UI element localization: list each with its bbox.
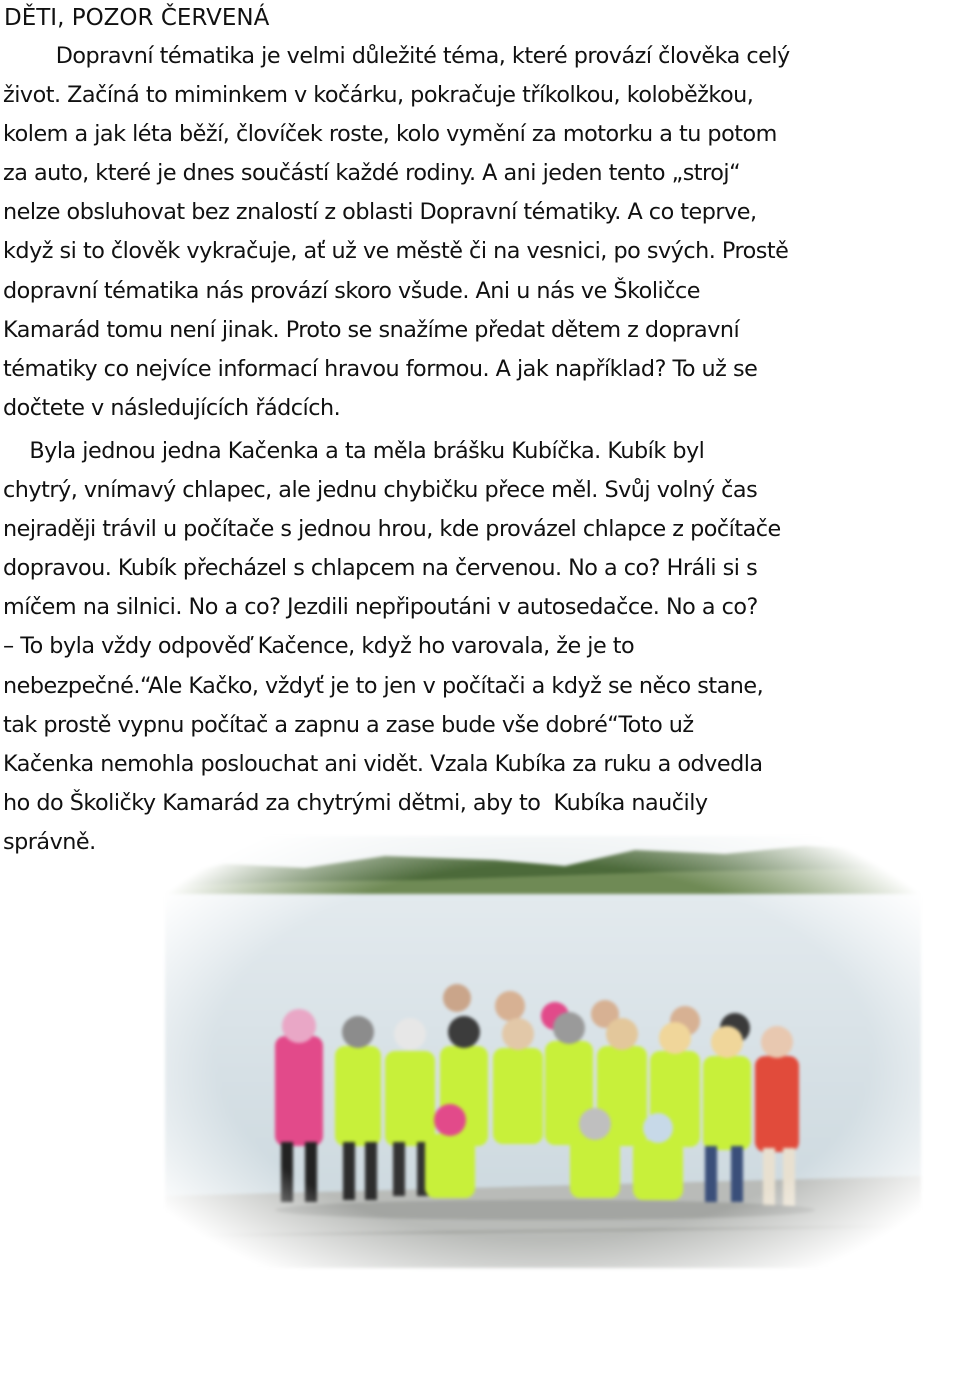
- text-line: za auto, které je dnes součástí každé rodiny. A ani jeden tento „stroj“: [3, 160, 741, 187]
- text-line: – To byla vždy odpověď Kačence, když ho varovala, že je to: [3, 633, 635, 660]
- text-line: kolem a jak léta běží, človíček roste, kolo vymění za motorku a tu potom: [3, 121, 777, 148]
- text-line: nejraději trávil u počítače s jednou hrou, kde provázel chlapce z počítače: [3, 516, 781, 543]
- text-line: dopravní tématika nás provází skoro všude. Ani u nás ve Školičce: [3, 277, 700, 304]
- paragraph-story: [3, 432, 960, 862]
- text-line: dočtete v následujících řádcích.: [3, 394, 341, 421]
- text-line: nelze obsluhovat bez znalostí z oblasti Dopravní tématiky. A co teprve,: [3, 199, 757, 226]
- text-line: život. Začíná to miminkem v kočárku, pokračuje tříkolkou, koloběžkou,: [3, 82, 754, 109]
- group-photo-children-icon: [165, 836, 921, 1268]
- text-line: nebezpečné.“Ale Kačko, vždyť je to jen v počítači a když se něco stane,: [3, 672, 764, 699]
- text-line: míčem na silnici. No a co? Jezdili nepřipoutáni v autosedačce. No a co?: [3, 594, 758, 621]
- text-line: dopravou. Kubík přecházel s chlapcem na červenou. No a co? Hráli si s: [3, 555, 758, 582]
- text-line: Kamarád tomu není jinak. Proto se snažíme předat dětem z dopravní: [3, 316, 740, 343]
- text-line: ho do Školičky Kamarád za chytrými dětmi, aby to Kubíka naučily: [3, 789, 708, 816]
- text-line: Kačenka nemohla poslouchat ani vidět. Vzala Kubíka za ruku a odvedla: [3, 750, 763, 777]
- group-photo: [165, 836, 921, 1268]
- text-line: tak prostě vypnu počítač a zapnu a zase bude vše dobré“Toto už: [3, 711, 694, 738]
- page-title: DĚTI, POZOR ČERVENÁ: [4, 5, 270, 31]
- text-line: správně.: [3, 828, 96, 855]
- text-line: Byla jednou jedna Kačenka a ta měla brášku Kubíčka. Kubík byl: [3, 438, 705, 464]
- text-line: chytrý, vnímavý chlapec, ale jednu chybičku přece měl. Svůj volný čas: [3, 477, 758, 504]
- text-line: tématiky co nejvíce informací hravou formou. A jak například? To už se: [3, 355, 758, 382]
- paragraph-intro: [3, 37, 960, 428]
- text-line: Dopravní tématika je velmi důležité téma, které provází člověka celý: [3, 43, 790, 69]
- text-line: když si to člověk vykračuje, ať už ve městě či na vesnici, po svých. Prostě: [3, 238, 789, 265]
